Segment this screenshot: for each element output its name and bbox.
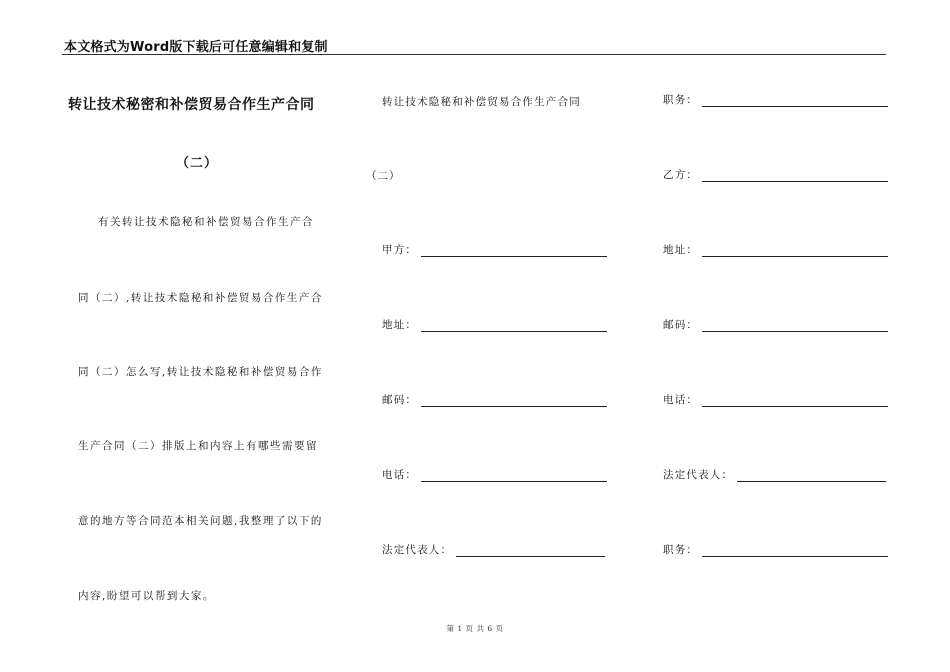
blank-line: [702, 94, 888, 107]
page-header: 本文格式为Word版下载后可任意编辑和复制: [64, 40, 328, 55]
blank-line: [421, 319, 607, 332]
field-label: 邮码：: [382, 394, 418, 406]
body-line-4: 生产合同（二）排版上和内容上有哪些需要留: [78, 440, 318, 452]
field-label: 地址：: [382, 319, 418, 331]
body-line-5: 意的地方等合同范本相关问题,我整理了以下的: [78, 515, 323, 527]
body-line-6: 内容,盼望可以帮到大家。: [78, 590, 215, 602]
field-label: 乙方：: [663, 169, 699, 181]
contract-title-small: 转让技术隐秘和补偿贸易合作生产合同: [382, 96, 581, 108]
document-title: 转让技术秘密和补偿贸易合作生产合同: [68, 97, 315, 113]
blank-line: [421, 469, 607, 482]
blank-line: [702, 244, 888, 257]
blank-line: [702, 394, 888, 407]
body-line-3: 同（二）怎么写,转让技术隐秘和补偿贸易合作: [78, 366, 323, 378]
field-label: 法定代表人：: [382, 544, 453, 556]
field-label: 法定代表人：: [663, 469, 734, 481]
field-label: 电话：: [382, 469, 418, 481]
header-rule: [62, 54, 886, 55]
blank-line: [456, 544, 605, 557]
blank-line: [702, 544, 888, 557]
party-a-field: [382, 242, 607, 257]
blank-line: [421, 244, 607, 257]
party-b-phone-field: [663, 392, 888, 407]
party-b-address-field: [663, 242, 888, 257]
field-label: 邮码：: [663, 319, 699, 331]
party-b-postcode-field: [663, 317, 888, 332]
party-a-legal-rep-field: [382, 542, 605, 557]
field-label: 地址：: [663, 244, 699, 256]
blank-line: [702, 319, 888, 332]
field-label: 职务：: [663, 544, 699, 556]
body-line-1: 有关转让技术隐秘和补偿贸易合作生产合: [98, 216, 314, 228]
page-number: 第 1 页 共 6 页: [446, 624, 504, 633]
party-b-position-field: [663, 542, 888, 557]
field-label: 甲方：: [382, 244, 418, 256]
field-label: 电话：: [663, 394, 699, 406]
party-a-phone-field: [382, 467, 607, 482]
party-b-field: [663, 167, 888, 182]
document-subtitle: （二）: [176, 156, 219, 171]
body-line-2: 同（二）,转让技术隐秘和补偿贸易合作生产合: [78, 292, 323, 304]
contract-subtitle-small: （二）: [366, 170, 401, 182]
blank-line: [702, 169, 888, 182]
party-a-postcode-field: [382, 392, 607, 407]
party-a-address-field: [382, 317, 607, 332]
party-b-legal-rep-field: [663, 467, 886, 482]
blank-line: [421, 394, 607, 407]
party-a-position-field: [663, 92, 888, 107]
blank-line: [737, 469, 886, 482]
field-label: 职务：: [663, 94, 699, 106]
